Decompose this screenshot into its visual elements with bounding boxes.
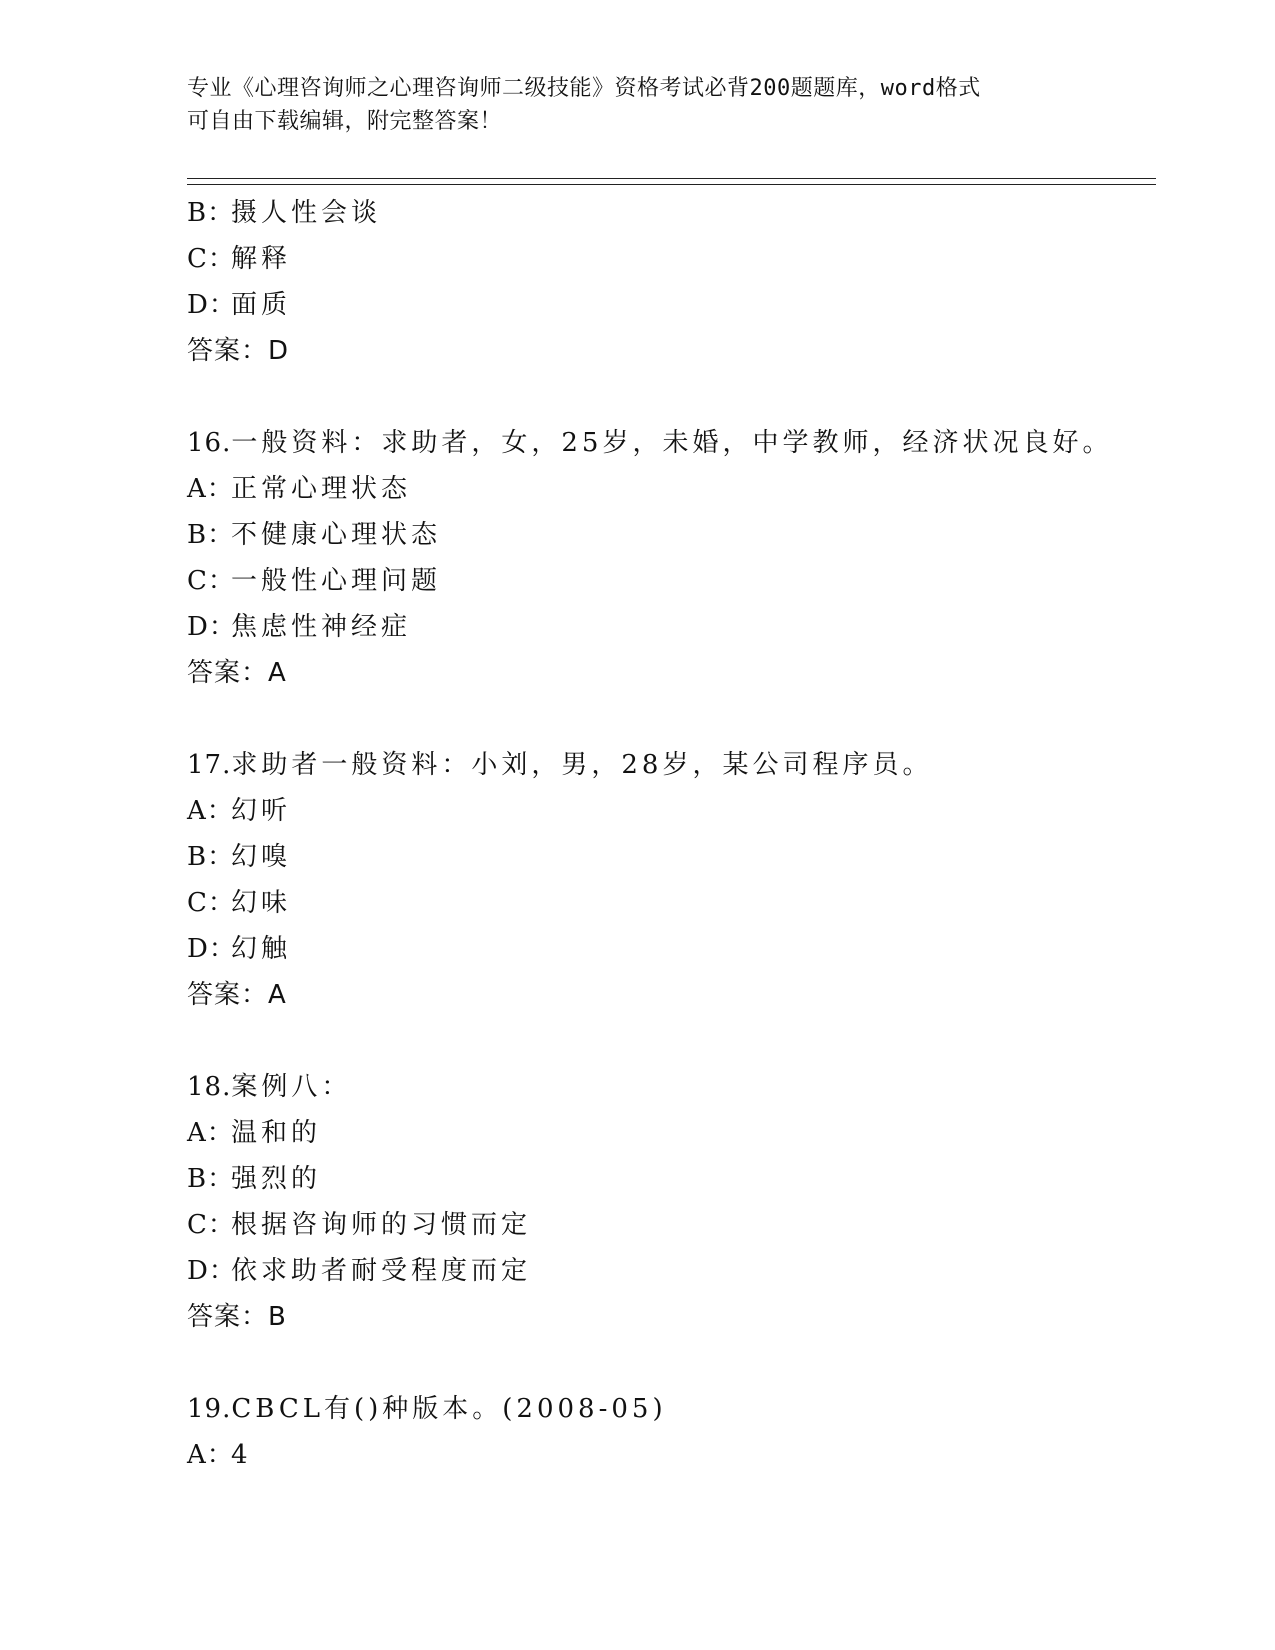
question-19	[187, 1386, 1147, 1478]
option-c: C：幻味	[187, 888, 292, 918]
answer-line: 答案：D	[187, 336, 290, 366]
question-fragment	[187, 190, 1147, 374]
question-stem: 18.案例八：	[187, 1072, 352, 1102]
option-a: A：幻听	[187, 796, 292, 826]
option-d: D：依求助者耐受程度而定	[187, 1256, 532, 1286]
answer-line: 答案：B	[187, 1302, 287, 1332]
question-stem: 17.求助者一般资料：小刘，男，28岁，某公司程序员。	[187, 750, 933, 780]
header-line-2: 可自由下载编辑，附完整答案！	[187, 109, 503, 134]
question-18	[187, 1064, 1147, 1340]
header-line-1: 专业《心理咨询师之心理咨询师二级技能》资格考试必背200题题库，word格式	[187, 76, 981, 101]
option-d: D：幻触	[187, 934, 292, 964]
question-stem: 16.一般资料：求助者，女，25岁，未婚，中学教师，经济状况良好。	[187, 428, 1113, 458]
option-b: B：摄人性会谈	[187, 198, 382, 228]
header-divider	[187, 178, 1156, 185]
option-a: A：4	[187, 1440, 252, 1470]
option-b: B：不健康心理状态	[187, 520, 442, 550]
option-d: D：面质	[187, 290, 292, 320]
option-a: A：温和的	[187, 1118, 322, 1148]
question-stem: 19.CBCL有()种版本。(2008-05)	[187, 1394, 667, 1424]
option-a: A：正常心理状态	[187, 474, 412, 504]
option-c: C：解释	[187, 244, 292, 274]
option-c: C：一般性心理问题	[187, 566, 442, 596]
answer-line: 答案：A	[187, 658, 287, 688]
answer-line: 答案：A	[187, 980, 287, 1010]
question-17	[187, 742, 1147, 1018]
option-b: B：幻嗅	[187, 842, 292, 872]
question-list	[187, 190, 1147, 1478]
option-c: C：根据咨询师的习惯而定	[187, 1210, 532, 1240]
option-d: D：焦虑性神经症	[187, 612, 412, 642]
option-b: B：强烈的	[187, 1164, 322, 1194]
document-header	[187, 72, 1087, 138]
question-16	[187, 420, 1147, 696]
